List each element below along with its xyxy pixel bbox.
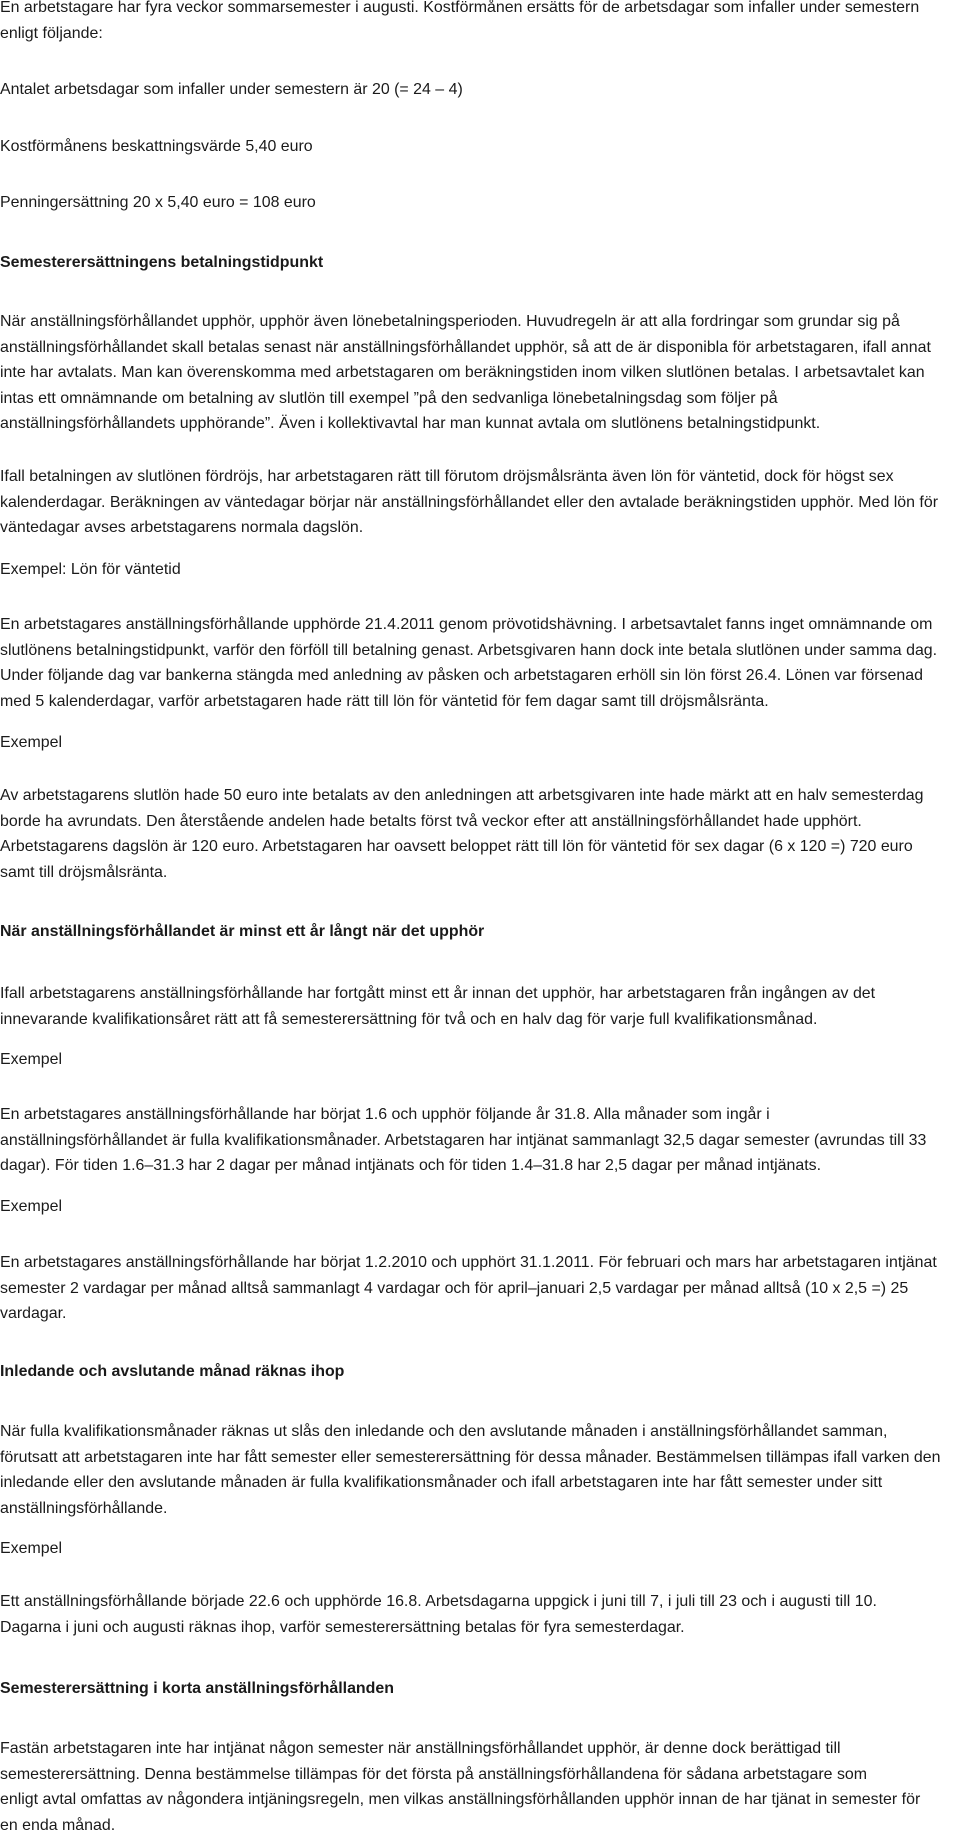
text-line: När anställningsförhållandet är minst ett år långt när det upphör xyxy=(0,919,956,945)
example-unpaid-paragraph xyxy=(0,783,960,885)
text-line: En arbetstagare har fyra veckor sommarsemester i augusti. Kostförmånen ersätts för de arbetsdagar som infaller under semestern xyxy=(0,0,956,21)
text-line: slutlönens betalningstidpunkt, varför den förföll till betalning genast. Arbetsgivaren hann dock inte betala slutlönen under samma dag. xyxy=(0,638,956,664)
text-line: Antalet arbetsdagar som infaller under semestern är 20 (= 24 – 4) xyxy=(0,77,956,103)
text-line: Under följande dag var bankerna stängda med anledning av påsken och arbetstagaren erhöll sin lön först 26.4. Lönen var försenad xyxy=(0,663,956,689)
text-line: intas ett omnämnande om betalning av slutlön till exempel ”på den sedvanliga lönebetalningsdag som följer på xyxy=(0,386,956,412)
text-line: kalenderdagar. Beräkningen av väntedagar börjar när anställningsförhållandet eller den avtalade beräkningstiden upphör. Med lön för xyxy=(0,490,956,516)
text-line: Av arbetstagarens slutlön hade 50 euro inte betalats av den anledningen att arbetsgivaren inte hade märkt att en halv semesterdag xyxy=(0,783,956,809)
heading-payment-time xyxy=(0,250,960,276)
example-waiting-paragraph xyxy=(0,612,960,714)
text-line: anställningsförhållandet skall betalas senast när anställningsförhållandet upphör, så att de är disponibla för arbetstagaren, ifall annat xyxy=(0,335,956,361)
text-line: Kostförmånens beskattningsvärde 5,40 euro xyxy=(0,134,956,160)
short-employment-paragraph xyxy=(0,1736,960,1838)
example-label-3 xyxy=(0,1047,960,1073)
first-last-month-paragraph xyxy=(0,1419,960,1521)
text-line: vardagar. xyxy=(0,1301,956,1327)
one-year-paragraph xyxy=(0,981,960,1032)
text-line: När anställningsförhållandet upphör, upphör även lönebetalningsperioden. Huvudregeln är att alla fordringar som grundar sig på xyxy=(0,309,956,335)
delay-paragraph xyxy=(0,464,960,541)
text-line: samt till dröjsmålsränta. xyxy=(0,860,956,886)
text-line: Semesterersättning i korta anställningsförhållanden xyxy=(0,1676,956,1702)
intro-paragraph xyxy=(0,0,960,46)
text-line: anställningsförhållande. xyxy=(0,1496,956,1522)
text-line: inledande eller den avslutande månaden är fulla kvalifikationsmånader och ifall arbetstagaren inte har fått semester under sitt xyxy=(0,1470,956,1496)
text-line: En arbetstagares anställningsförhållande har börjat 1.6 och upphör följande år 31.8. Alla månader som ingår i xyxy=(0,1102,956,1128)
text-line: Ett anställningsförhållande började 22.6 och upphörde 16.8. Arbetsdagarna uppgick i juni till 7, i juli till 23 och i augusti till 10. xyxy=(0,1589,956,1615)
text-line: en enda månad. xyxy=(0,1813,956,1838)
text-line: Exempel xyxy=(0,730,956,756)
heading-short-employment xyxy=(0,1676,960,1702)
example-2010-paragraph xyxy=(0,1250,960,1327)
example-one-year-paragraph xyxy=(0,1102,960,1179)
text-line: Dagarna i juni och augusti räknas ihop, varför semesterersättning betalas för fyra semesterdagar. xyxy=(0,1615,956,1641)
calc-workdays xyxy=(0,77,960,103)
text-line: Ifall arbetstagarens anställningsförhållande har fortgått minst ett år innan det upphör, har arbetstagaren från ingången av det xyxy=(0,981,956,1007)
text-line: dagar). För tiden 1.6–31.3 har 2 dagar per månad intjänats och för tiden 1.4–31.8 har 2,5 dagar per månad intjänats. xyxy=(0,1153,956,1179)
text-line: Exempel: Lön för väntetid xyxy=(0,557,956,583)
text-line: enligt följande: xyxy=(0,21,956,47)
text-line: enligt avtal omfattas av någondera intjäningsregeln, men vilkas anställningsförhållanden upphör innan de har tjänat in semester för xyxy=(0,1787,956,1813)
text-line: Ifall betalningen av slutlönen fördröjs, har arbetstagaren rätt till förutom dröjsmålsränta även lön för väntetid, dock för högst sex xyxy=(0,464,956,490)
calc-compensation xyxy=(0,190,960,216)
text-line: Exempel xyxy=(0,1047,956,1073)
example-label-4 xyxy=(0,1194,960,1220)
text-line: med 5 kalenderdagar, varför arbetstagaren hade rätt till lön för väntetid för fem dagar samt till dröjsmålsränta. xyxy=(0,689,956,715)
text-line: Exempel xyxy=(0,1194,956,1220)
text-line: Semesterersättningens betalningstidpunkt xyxy=(0,250,956,276)
payment-rules-paragraph xyxy=(0,309,960,437)
text-line: En arbetstagares anställningsförhållande upphörde 21.4.2011 genom prövotidshävning. I arbetsavtalet fanns inget omnämnande om xyxy=(0,612,956,638)
example-label-5 xyxy=(0,1536,960,1562)
text-line: Inledande och avslutande månad räknas ihop xyxy=(0,1359,956,1385)
text-line: innevarande kvalifikationsåret rätt att få semesterersättning för två och en halv dag för varje full kvalifikationsmånad. xyxy=(0,1007,956,1033)
text-line: Penningersättning 20 x 5,40 euro = 108 euro xyxy=(0,190,956,216)
text-line: När fulla kvalifikationsmånader räknas ut slås den inledande och den avslutande månaden i anställningsförhållandet samman, xyxy=(0,1419,956,1445)
heading-one-year xyxy=(0,919,960,945)
text-line: semesterersättning. Denna bestämmelse tillämpas för det första på anställningsförhållandena för sådana arbetstagare som xyxy=(0,1762,956,1788)
calc-taxable-value xyxy=(0,134,960,160)
text-line: Fastän arbetstagaren inte har intjänat någon semester när anställningsförhållandet upphör, är denne dock berättigad till xyxy=(0,1736,956,1762)
text-line: En arbetstagares anställningsförhållande har börjat 1.2.2010 och upphört 31.1.2011. För februari och mars har arbetstagaren intjänat xyxy=(0,1250,956,1276)
text-line: Arbetstagarens dagslön är 120 euro. Arbetstagaren har oavsett beloppet rätt till lön för väntetid för sex dagar (6 x 120 =) 720 euro xyxy=(0,834,956,860)
text-line: inte har avtalats. Man kan överenskomma med arbetstagaren om beräkningstiden inom vilken slutlönen betalas. I arbetsavtalet kan xyxy=(0,360,956,386)
text-line: väntedagar avses arbetstagarens normala dagslön. xyxy=(0,515,956,541)
heading-first-last-month xyxy=(0,1359,960,1385)
text-line: Exempel xyxy=(0,1536,956,1562)
text-line: förutsatt att arbetstagaren inte har fått semester eller semesterersättning för dessa månader. Bestämmelsen tillämpas ifall varken den xyxy=(0,1445,956,1471)
text-line: borde ha avrundats. Den återstående andelen hade betalts först två veckor efter att anställningsförhållandet hade upphört. xyxy=(0,809,956,835)
example-june-paragraph xyxy=(0,1589,960,1640)
example-label-waiting xyxy=(0,557,960,583)
example-label-2 xyxy=(0,730,960,756)
text-line: anställningsförhållandets upphörande”. Även i kollektivavtal har man kunnat avtala om slutlönens betalningstidpunkt. xyxy=(0,411,956,437)
text-line: anställningsförhållandet är fulla kvalifikationsmånader. Arbetstagaren har intjänat sammanlagt 32,5 dagar semester (avrundas till 33 xyxy=(0,1128,956,1154)
text-line: semester 2 vardagar per månad alltså sammanlagt 4 vardagar och för april–januari 2,5 vardagar per månad alltså (10 x 2,5 =) 25 xyxy=(0,1276,956,1302)
